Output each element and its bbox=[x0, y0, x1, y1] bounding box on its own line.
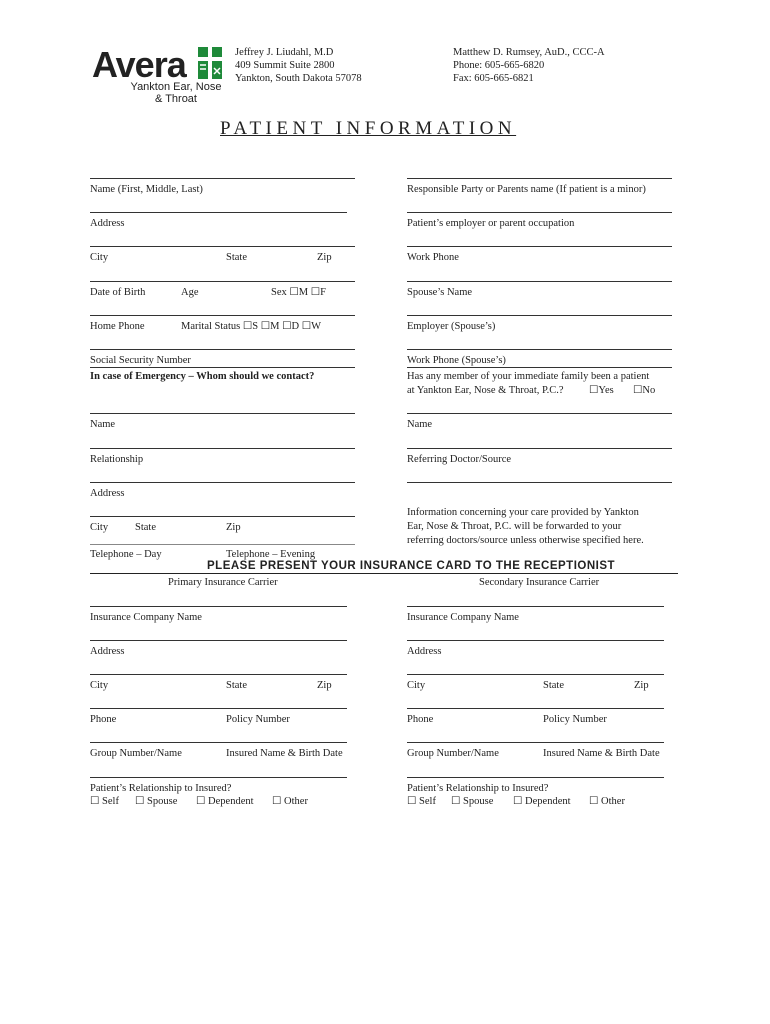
family-question-line2: at Yankton Ear, Nose & Throat, P.C.? bbox=[407, 385, 564, 396]
secondary-phone-policy-field[interactable] bbox=[407, 708, 664, 709]
emergency-zip-label: Zip bbox=[226, 522, 241, 533]
primary-address-label: Address bbox=[90, 646, 125, 657]
responsible-party-label: Responsible Party or Parents name (If patient is a minor) bbox=[407, 184, 646, 195]
primary-address-field[interactable] bbox=[90, 640, 347, 641]
primary-city-state-zip-field[interactable] bbox=[90, 674, 347, 675]
telephone-day-label: Telephone – Day bbox=[90, 549, 162, 560]
secondary-address-field[interactable] bbox=[407, 640, 664, 641]
secondary-zip-label: Zip bbox=[634, 680, 649, 691]
emergency-city-state-zip-field[interactable] bbox=[90, 516, 355, 517]
secondary-policy-label: Policy Number bbox=[543, 714, 607, 725]
page-title: PATIENT INFORMATION bbox=[220, 118, 517, 139]
primary-group-insured-field[interactable] bbox=[90, 742, 347, 743]
primary-insurance-heading: Primary Insurance Carrier bbox=[168, 577, 278, 588]
spouse-employer-field[interactable] bbox=[407, 315, 672, 316]
work-phone-label: Work Phone bbox=[407, 252, 459, 263]
emergency-heading: In case of Emergency – Whom should we contact? bbox=[90, 371, 315, 382]
secondary-company-label: Insurance Company Name bbox=[407, 612, 519, 623]
work-phone-field[interactable] bbox=[407, 246, 672, 247]
secondary-self-checkbox[interactable]: ☐ Self bbox=[407, 796, 436, 807]
name-label: Name (First, Middle, Last) bbox=[90, 184, 203, 195]
dob-label: Date of Birth bbox=[90, 287, 146, 298]
secondary-insurance-heading: Secondary Insurance Carrier bbox=[479, 577, 600, 588]
dob-age-sex-field[interactable] bbox=[90, 281, 355, 282]
secondary-city-label: City bbox=[407, 680, 426, 691]
primary-other-checkbox[interactable]: ☐ Other bbox=[272, 796, 308, 807]
primary-phone-policy-field[interactable] bbox=[90, 708, 347, 709]
secondary-other-checkbox[interactable]: ☐ Other bbox=[589, 796, 625, 807]
city-state-zip-field[interactable] bbox=[90, 246, 355, 247]
secondary-insured-label: Insured Name & Birth Date bbox=[543, 748, 660, 759]
primary-self-checkbox[interactable]: ☐ Self bbox=[90, 796, 119, 807]
info-line3: referring doctors/source unless otherwise specified here. bbox=[407, 535, 644, 546]
family-question-line1: Has any member of your immediate family been a patient bbox=[407, 371, 650, 382]
primary-relationship-label: Patient’s Relationship to Insured? bbox=[90, 783, 232, 794]
spouse-name-field[interactable] bbox=[407, 281, 672, 282]
secondary-group-label: Group Number/Name bbox=[407, 748, 499, 759]
secondary-dependent-checkbox[interactable]: ☐ Dependent bbox=[513, 796, 571, 807]
primary-state-label: State bbox=[226, 680, 247, 691]
marital-status-checkboxes[interactable]: Marital Status ☐S ☐M ☐D ☐W bbox=[181, 321, 322, 332]
address-label: Address bbox=[90, 218, 125, 229]
secondary-state-label: State bbox=[543, 680, 564, 691]
state-label: State bbox=[226, 252, 247, 263]
secondary-relationship-label: Patient’s Relationship to Insured? bbox=[407, 783, 549, 794]
telephone-field[interactable] bbox=[90, 544, 355, 545]
info-line1: Information concerning your care provided by Yankton bbox=[407, 507, 639, 518]
primary-dependent-checkbox[interactable]: ☐ Dependent bbox=[196, 796, 254, 807]
family-member-name-label: Name bbox=[407, 419, 433, 430]
primary-spouse-checkbox[interactable]: ☐ Spouse bbox=[135, 796, 178, 807]
primary-policy-label: Policy Number bbox=[226, 714, 290, 725]
ssn-field[interactable] bbox=[90, 349, 355, 350]
primary-phone-label: Phone bbox=[90, 714, 117, 725]
doctor1-block bbox=[235, 46, 362, 85]
doctor1-city: Yankton, South Dakota 57078 bbox=[235, 73, 362, 84]
emergency-state-label: State bbox=[135, 522, 156, 533]
doctor1-name: Jeffrey J. Liudahl, M.D bbox=[235, 47, 334, 58]
doctor2-phone: Phone: 605-665-6820 bbox=[453, 60, 545, 71]
emergency-name-label: Name bbox=[90, 419, 116, 430]
spouse-employer-label: Employer (Spouse’s) bbox=[407, 321, 496, 332]
ssn-label: Social Security Number bbox=[90, 355, 191, 366]
primary-group-label: Group Number/Name bbox=[90, 748, 182, 759]
emergency-relationship-label: Relationship bbox=[90, 454, 144, 465]
doctor2-block bbox=[453, 46, 605, 85]
name-field[interactable] bbox=[90, 178, 355, 179]
logo-wordmark: Avera bbox=[92, 44, 186, 85]
divider bbox=[90, 367, 355, 368]
home-phone-field[interactable] bbox=[90, 315, 355, 316]
emergency-name-field[interactable] bbox=[90, 413, 355, 414]
secondary-company-field[interactable] bbox=[407, 606, 664, 607]
primary-insured-label: Insured Name & Birth Date bbox=[226, 748, 343, 759]
secondary-group-insured-field[interactable] bbox=[407, 742, 664, 743]
primary-zip-label: Zip bbox=[317, 680, 332, 691]
age-label: Age bbox=[181, 287, 199, 298]
spouse-work-phone-label: Work Phone (Spouse’s) bbox=[407, 355, 506, 366]
spouse-name-label: Spouse’s Name bbox=[407, 287, 473, 298]
family-member-name-field[interactable] bbox=[407, 413, 672, 414]
spouse-work-phone-field[interactable] bbox=[407, 349, 672, 350]
info-line2: Ear, Nose & Throat, P.C. will be forwarded to your bbox=[407, 521, 622, 532]
secondary-address-label: Address bbox=[407, 646, 442, 657]
primary-company-label: Insurance Company Name bbox=[90, 612, 202, 623]
secondary-spouse-checkbox[interactable]: ☐ Spouse bbox=[451, 796, 494, 807]
secondary-city-state-zip-field[interactable] bbox=[407, 674, 664, 675]
employer-field[interactable] bbox=[407, 212, 672, 213]
sex-checkboxes[interactable]: Sex ☐M ☐F bbox=[271, 287, 327, 298]
doctor1-address: 409 Summit Suite 2800 bbox=[235, 60, 335, 71]
city-label: City bbox=[90, 252, 109, 263]
zip-label: Zip bbox=[317, 252, 332, 263]
responsible-party-field[interactable] bbox=[407, 178, 672, 179]
emergency-address-field[interactable] bbox=[90, 482, 355, 483]
secondary-phone-label: Phone bbox=[407, 714, 434, 725]
family-no-checkbox[interactable]: ☐No bbox=[633, 385, 656, 396]
referring-extra-field[interactable] bbox=[407, 482, 672, 483]
emergency-relationship-field[interactable] bbox=[90, 448, 355, 449]
divider bbox=[407, 367, 672, 368]
doctor2-name: Matthew D. Rumsey, AuD., CCC-A bbox=[453, 47, 605, 58]
doctor2-fax: Fax: 605-665-6821 bbox=[453, 73, 534, 84]
telephone-evening-label: Telephone – Evening bbox=[226, 549, 316, 560]
primary-relationship-field[interactable] bbox=[90, 777, 347, 778]
logo-subtitle-line2: & Throat bbox=[155, 93, 197, 105]
emergency-address-label: Address bbox=[90, 488, 125, 499]
secondary-relationship-field[interactable] bbox=[407, 777, 664, 778]
insurance-banner: PLEASE PRESENT YOUR INSURANCE CARD TO THE RECEPTIONIST bbox=[207, 560, 616, 572]
employer-label: Patient’s employer or parent occupation bbox=[407, 218, 575, 229]
cross-emblem-icon bbox=[197, 46, 223, 80]
referring-doctor-label: Referring Doctor/Source bbox=[407, 454, 512, 465]
address-field[interactable] bbox=[90, 212, 347, 213]
banner-rule bbox=[90, 573, 678, 574]
referring-doctor-field[interactable] bbox=[407, 448, 672, 449]
primary-city-label: City bbox=[90, 680, 109, 691]
home-phone-label: Home Phone bbox=[90, 321, 145, 332]
family-yes-checkbox[interactable]: ☐Yes bbox=[589, 385, 614, 396]
logo-subtitle-line1: Yankton Ear, Nose bbox=[130, 81, 222, 93]
primary-company-field[interactable] bbox=[90, 606, 347, 607]
emergency-city-label: City bbox=[90, 522, 109, 533]
